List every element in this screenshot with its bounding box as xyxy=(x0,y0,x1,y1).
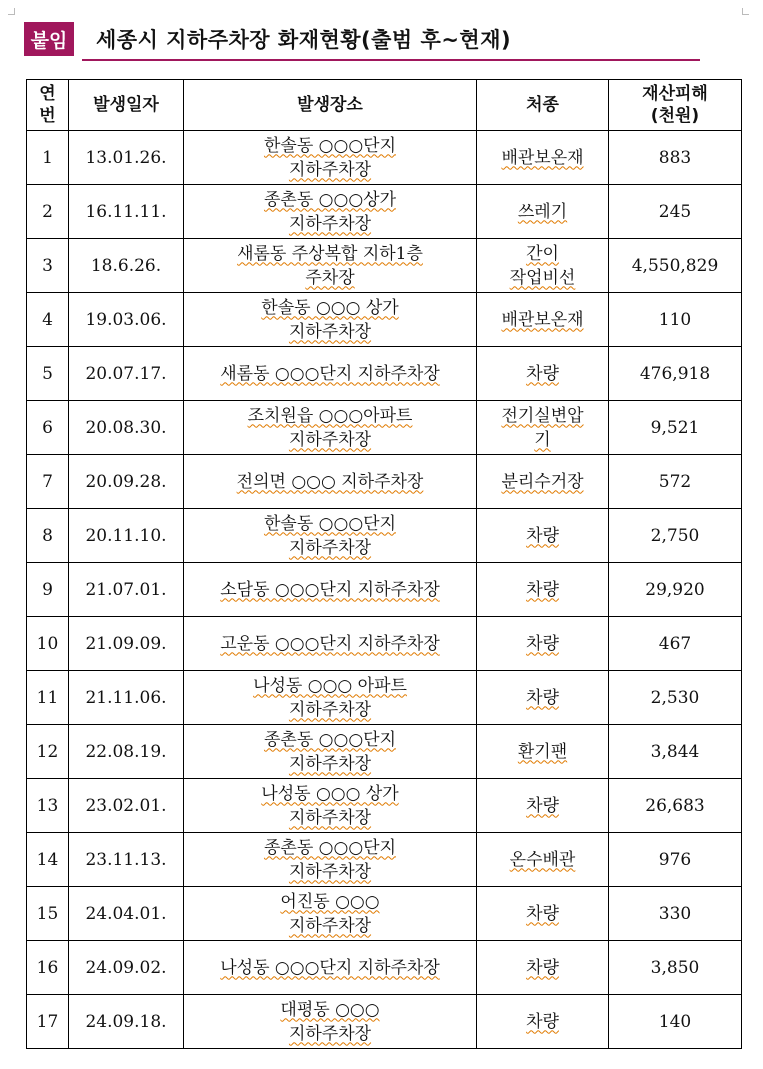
cell-damage: 883 xyxy=(609,131,742,185)
cell-damage: 26,683 xyxy=(609,779,742,833)
cell-damage: 467 xyxy=(609,617,742,671)
cell-no: 9 xyxy=(27,563,69,617)
table-row xyxy=(27,725,742,779)
cell-date: 19.03.06. xyxy=(69,293,184,347)
cell-damage: 976 xyxy=(609,833,742,887)
table-row xyxy=(27,185,742,239)
table-row xyxy=(27,347,742,401)
cell-damage: 2,750 xyxy=(609,509,742,563)
cell-date: 21.11.06. xyxy=(69,671,184,725)
cell-no: 10 xyxy=(27,617,69,671)
table-row xyxy=(27,401,742,455)
cell-cause: 차량 xyxy=(477,617,609,671)
cell-no: 12 xyxy=(27,725,69,779)
cell-place: 나성동 ○○○ 아파트 지하주차장 xyxy=(184,671,477,725)
table-row xyxy=(27,887,742,941)
cell-no: 11 xyxy=(27,671,69,725)
title-underline xyxy=(82,59,700,61)
cell-place: 한솔동 ○○○단지 지하주차장 xyxy=(184,509,477,563)
cell-damage: 29,920 xyxy=(609,563,742,617)
header-date: 발생일자 xyxy=(69,80,184,131)
table-row xyxy=(27,455,742,509)
cell-cause: 간이 작업비선 xyxy=(477,239,609,293)
cell-cause: 차량 xyxy=(477,671,609,725)
cell-cause: 배관보온재 xyxy=(477,293,609,347)
table-header-row xyxy=(27,80,742,131)
table-row xyxy=(27,239,742,293)
header-cause: 처종 xyxy=(477,80,609,131)
cell-date: 20.11.10. xyxy=(69,509,184,563)
cell-place: 종촌동 ○○○단지 지하주차장 xyxy=(184,833,477,887)
cell-no: 5 xyxy=(27,347,69,401)
table-row xyxy=(27,671,742,725)
cell-cause: 차량 xyxy=(477,887,609,941)
cell-cause: 전기실변압 기 xyxy=(477,401,609,455)
cell-no: 7 xyxy=(27,455,69,509)
cell-damage: 330 xyxy=(609,887,742,941)
table-row xyxy=(27,941,742,995)
cell-cause: 분리수거장 xyxy=(477,455,609,509)
cell-no: 16 xyxy=(27,941,69,995)
cell-date: 24.09.18. xyxy=(69,995,184,1049)
header-place: 발생장소 xyxy=(184,80,477,131)
cell-date: 20.08.30. xyxy=(69,401,184,455)
cell-place: 어진동 ○○○ 지하주차장 xyxy=(184,887,477,941)
cell-date: 20.09.28. xyxy=(69,455,184,509)
cell-date: 20.07.17. xyxy=(69,347,184,401)
cell-cause: 온수배관 xyxy=(477,833,609,887)
cell-damage: 2,530 xyxy=(609,671,742,725)
cell-place: 나성동 ○○○ 상가 지하주차장 xyxy=(184,779,477,833)
cell-no: 2 xyxy=(27,185,69,239)
cell-date: 13.01.26. xyxy=(69,131,184,185)
cell-place: 대평동 ○○○ 지하주차장 xyxy=(184,995,477,1049)
cell-damage: 3,850 xyxy=(609,941,742,995)
table-row xyxy=(27,293,742,347)
cell-cause: 환기팬 xyxy=(477,725,609,779)
cell-date: 23.11.13. xyxy=(69,833,184,887)
table-row xyxy=(27,131,742,185)
cell-place: 새롬동 주상복합 지하1층 주차장 xyxy=(184,239,477,293)
cell-damage: 110 xyxy=(609,293,742,347)
table-row xyxy=(27,563,742,617)
table-row xyxy=(27,617,742,671)
cell-date: 21.09.09. xyxy=(69,617,184,671)
header-no: 연 번 xyxy=(27,80,69,131)
document-title: 세종시 지하주차장 화재현황(출범 후~현재) xyxy=(96,28,512,52)
cell-no: 6 xyxy=(27,401,69,455)
cell-damage: 476,918 xyxy=(609,347,742,401)
cell-date: 16.11.11. xyxy=(69,185,184,239)
cell-place: 새롬동 ○○○단지 지하주차장 xyxy=(184,347,477,401)
cell-place: 고운동 ○○○단지 지하주차장 xyxy=(184,617,477,671)
cell-no: 17 xyxy=(27,995,69,1049)
cell-date: 22.08.19. xyxy=(69,725,184,779)
attachment-badge: 붙임 xyxy=(24,22,74,56)
cell-place: 한솔동 ○○○단지 지하주차장 xyxy=(184,131,477,185)
cell-damage: 4,550,829 xyxy=(609,239,742,293)
cell-damage: 9,521 xyxy=(609,401,742,455)
cell-cause: 차량 xyxy=(477,563,609,617)
cell-place: 종촌동 ○○○단지 지하주차장 xyxy=(184,725,477,779)
cell-date: 24.04.01. xyxy=(69,887,184,941)
cell-date: 18.6.26. xyxy=(69,239,184,293)
document-header xyxy=(24,22,700,60)
cell-no: 8 xyxy=(27,509,69,563)
cell-place: 조치원읍 ○○○아파트 지하주차장 xyxy=(184,401,477,455)
cell-damage: 572 xyxy=(609,455,742,509)
cell-place: 한솔동 ○○○ 상가 지하주차장 xyxy=(184,293,477,347)
table-row xyxy=(27,833,742,887)
page-corner-mark-left xyxy=(8,8,15,15)
cell-date: 23.02.01. xyxy=(69,779,184,833)
cell-date: 24.09.02. xyxy=(69,941,184,995)
cell-cause: 차량 xyxy=(477,509,609,563)
table-row xyxy=(27,509,742,563)
header-damage: 재산피해 (천원) xyxy=(609,80,742,131)
cell-cause: 차량 xyxy=(477,779,609,833)
page-corner-mark-right xyxy=(742,8,749,15)
table-row xyxy=(27,779,742,833)
cell-damage: 245 xyxy=(609,185,742,239)
cell-place: 종촌동 ○○○상가 지하주차장 xyxy=(184,185,477,239)
cell-place: 소담동 ○○○단지 지하주차장 xyxy=(184,563,477,617)
cell-place: 나성동 ○○○단지 지하주차장 xyxy=(184,941,477,995)
cell-cause: 차량 xyxy=(477,995,609,1049)
cell-cause: 차량 xyxy=(477,347,609,401)
cell-no: 13 xyxy=(27,779,69,833)
cell-cause: 차량 xyxy=(477,941,609,995)
table-row xyxy=(27,995,742,1049)
cell-no: 15 xyxy=(27,887,69,941)
cell-damage: 140 xyxy=(609,995,742,1049)
cell-no: 14 xyxy=(27,833,69,887)
cell-cause: 쓰레기 xyxy=(477,185,609,239)
cell-date: 21.07.01. xyxy=(69,563,184,617)
cell-damage: 3,844 xyxy=(609,725,742,779)
cell-no: 1 xyxy=(27,131,69,185)
cell-no: 3 xyxy=(27,239,69,293)
cell-cause: 배관보온재 xyxy=(477,131,609,185)
cell-place: 전의면 ○○○ 지하주차장 xyxy=(184,455,477,509)
cell-no: 4 xyxy=(27,293,69,347)
fire-status-table xyxy=(26,79,742,1049)
